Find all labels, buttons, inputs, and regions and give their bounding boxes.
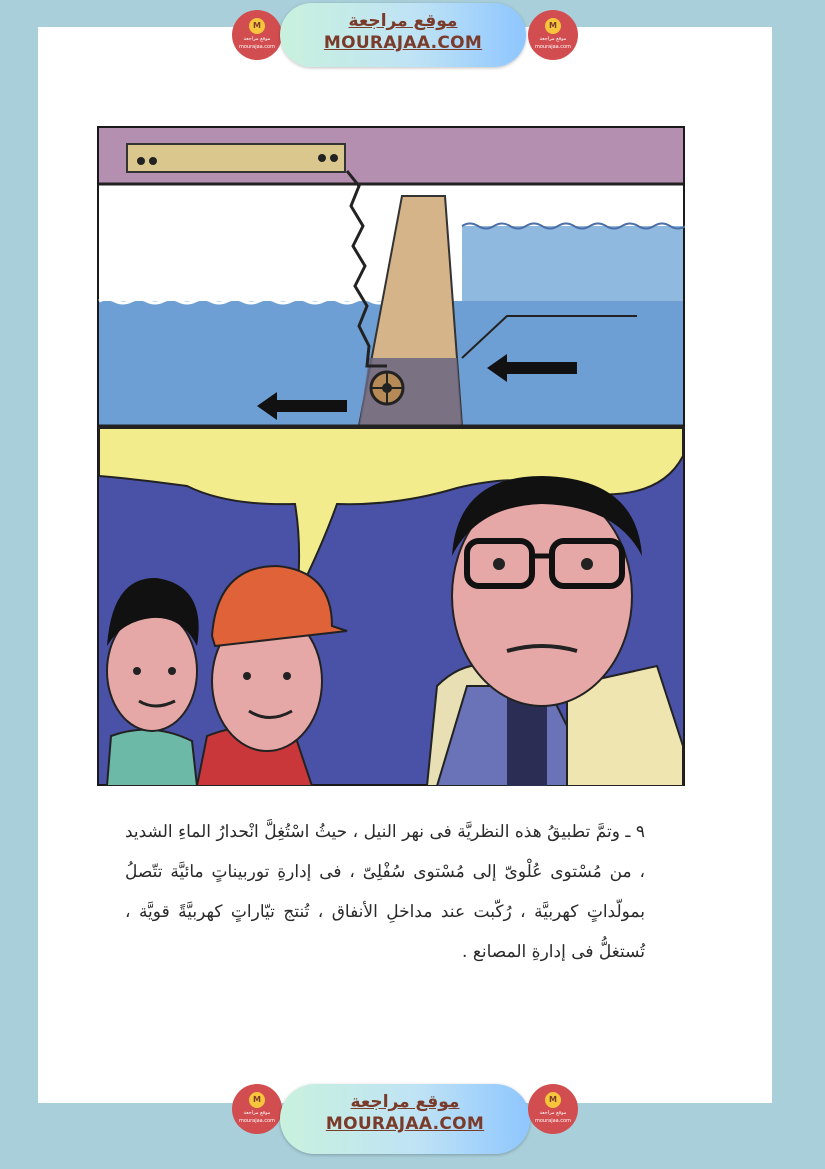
site-name-arabic[interactable]: موقع مراجعة: [348, 11, 458, 31]
site-name-arabic[interactable]: موقع مراجعة: [350, 1092, 460, 1112]
dam-turbine-illustration: [97, 126, 685, 786]
watermark-banner-bottom: [0, 1080, 825, 1160]
logo-badge: M: [545, 18, 561, 34]
logo-arabic: موقع مراجعة: [539, 36, 567, 42]
boy-left-figure: [107, 578, 199, 786]
site-name-latin[interactable]: MOURAJAA.COM: [325, 1114, 485, 1134]
turbine-wheel-icon: [371, 372, 403, 404]
logo-latin: mourajaa.com: [238, 1118, 275, 1124]
site-link-pill[interactable]: [280, 1084, 530, 1154]
site-logo-icon[interactable]: [232, 1084, 282, 1134]
watermark-banner-top: [0, 0, 825, 80]
logo-badge: M: [249, 18, 265, 34]
caption-paragraph: ٩ ـ وتمَّ تطبيقُ هذه النظريَّة فى نهر النيل ، حيثُ اسْتُغِلَّ انْحدارُ الماءِ الشديد ، من مُسْتوى عُلْوىّ إلى مُسْتوى سُفْلِىّ ، فى إدارةِ توربيناتٍ مائيَّة تتّصلُ بمولّداتٍ كهربيَّة ، رُكّبت عند مداخلِ الأنفاق ، تُنتج تيّاراتٍ كهربيَّةً قويَّة ، تُستغلُّ فى إدارةِ المصانع .: [125, 822, 645, 962]
logo-badge: M: [249, 1092, 265, 1108]
logo-latin: mourajaa.com: [534, 44, 571, 50]
logo-latin: mourajaa.com: [534, 1118, 571, 1124]
logo-arabic: موقع مراجعة: [243, 36, 271, 42]
logo-latin: mourajaa.com: [238, 44, 275, 50]
logo-arabic: موقع مراجعة: [243, 1110, 271, 1116]
site-name-latin[interactable]: MOURAJAA.COM: [323, 33, 483, 53]
logo-arabic: موقع مراجعة: [539, 1110, 567, 1116]
site-logo-icon[interactable]: [528, 1084, 578, 1134]
logo-badge: M: [545, 1092, 561, 1108]
site-link-pill[interactable]: [280, 3, 526, 67]
site-logo-icon[interactable]: [232, 10, 282, 60]
site-logo-icon[interactable]: [528, 10, 578, 60]
